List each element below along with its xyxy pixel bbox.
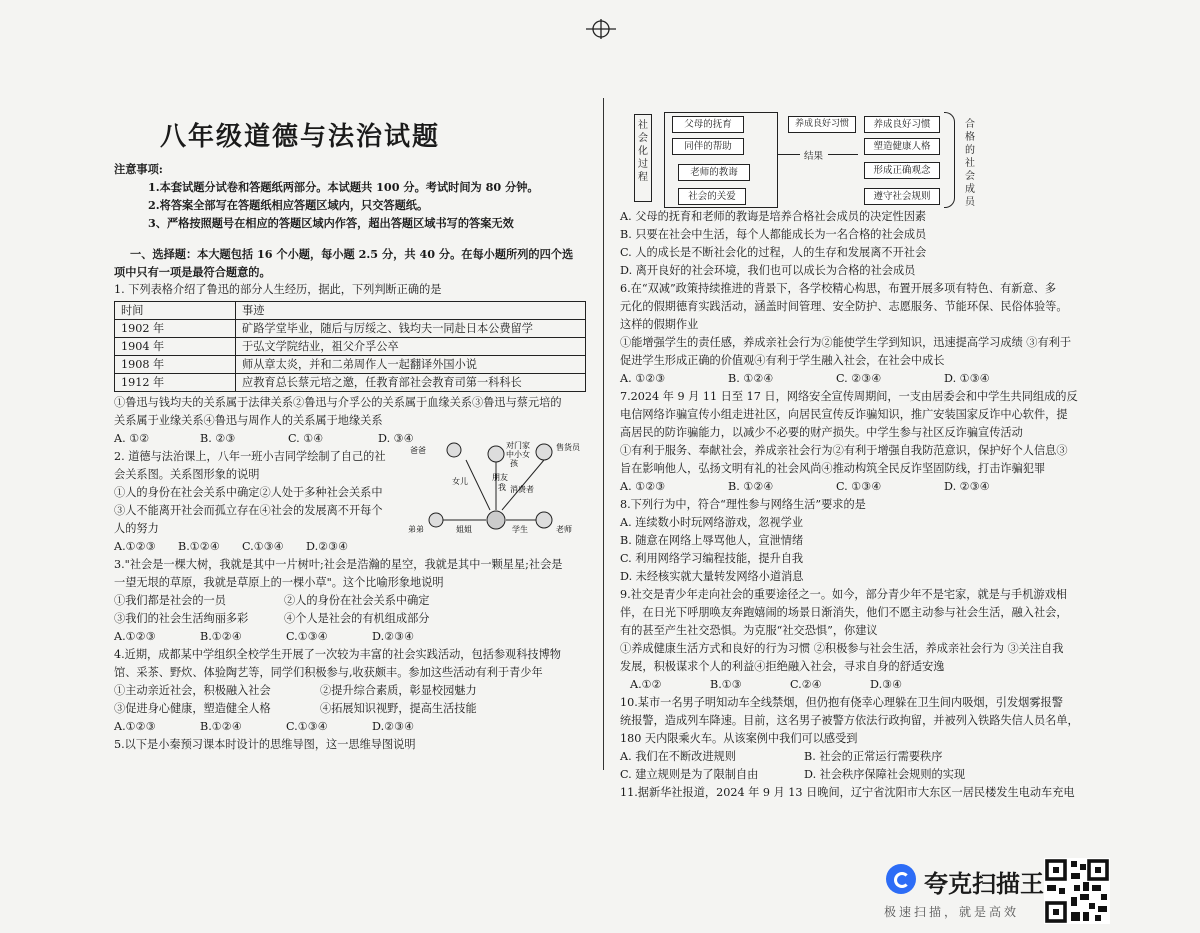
option: B. ①②④: [728, 480, 774, 493]
watermark-slogan: 极速扫描，就是高效: [884, 905, 1020, 919]
option: D.②③④: [306, 540, 349, 553]
left-column: [114, 160, 592, 754]
diagram-label: 姐姐: [456, 525, 472, 534]
table-cell: 1904 年: [115, 338, 236, 356]
question-line: 伴，在日光下呼朋唤友奔跑嬉闹的场景日渐消失，他们不愿主动参与社会生活，融入社会，: [620, 606, 1068, 619]
question-line: 6.在“双减”政策持续推进的背景下，各学校精心构思，布置开展多项有特色、有新意、多: [620, 282, 1057, 295]
flow-output-box: 形成正确观念: [864, 162, 940, 179]
teacher-face-icon: [536, 512, 552, 528]
question-line: 9.社交是青少年走向社会的重要途径之一。如今，部分青少年不是宅家，就是与手机游戏相: [620, 588, 1067, 601]
question-line: 4.近期，成都某中学组织全校学生开展了一次较为丰富的社会实践活动，包括参观科技博物: [114, 648, 561, 661]
question-line: 馆、采茶、野炊、体验陶艺等，同学们积极参与,收获颇丰。参加这些活动有利于青少年: [114, 666, 543, 679]
diagram-label: 售货员: [556, 443, 580, 452]
question-line: 7.2024 年 9 月 11 日至 17 日，网络安全宣传周期间，一支由居委会和中学生共同组成的反: [620, 390, 1078, 403]
choice: B. 随意在网络上辱骂他人，宣泄情绪: [620, 534, 804, 547]
option: A.①②③: [114, 630, 156, 643]
option: B.①②④: [200, 630, 242, 643]
option: B.①②④: [200, 720, 242, 733]
flow-right-label: 合格的社会成员: [965, 119, 975, 208]
flow-input-group: [664, 112, 778, 208]
option: D.②③④: [372, 630, 415, 643]
brother-face-icon: [429, 513, 443, 527]
option: C. ②③④: [836, 372, 882, 385]
diagram-label: 女儿: [452, 477, 468, 486]
question-line: 会关系图。关系图形象的说明: [114, 468, 260, 481]
question-line: 这样的假期作业: [620, 318, 699, 331]
choice: B. 社会的正常运行需要秩序: [804, 750, 943, 763]
answer-options: [114, 718, 592, 736]
choice: A. 连续数小时玩网络游戏，忽视学业: [620, 516, 804, 529]
notice-item: 1.本套试题分试卷和答题纸两部分。本试题共 100 分。考试时间为 80 分钟。: [148, 180, 539, 194]
option: D. ③④: [378, 432, 414, 445]
option-line: C. 人的成长是不断社会化的过程，人的生存和发展离不开社会: [620, 246, 927, 259]
question-line: 10.某市一名男子明知动车全线禁烟，但仍抱有侥幸心理躲在卫生间内吸烟，引发烟雾报警: [620, 696, 1063, 709]
question-line: 11.据新华社报道，2024 年 9 月 13 日晚间，辽宁省沈阳市大东区一居民楼发生电动车充电: [620, 786, 1075, 799]
section-heading: 项中只有一项是最符合题意的。: [114, 265, 271, 279]
flow-arrow: [828, 154, 858, 155]
table-cell: 应教育总长蔡元培之邀，任教育部社会教育司第一科科长: [236, 374, 586, 392]
option: C.①③④: [286, 720, 328, 733]
answer-options: [114, 628, 592, 646]
question-line: 2. 道德与法治课上，八年一班小吉同学绘制了自己的社: [114, 450, 386, 463]
flow-bracket: [944, 112, 955, 208]
watermark-name: 夸克扫描王: [924, 870, 1044, 898]
diagram-label: 朋友: [492, 473, 508, 482]
question-line: ①人的身份在社会关系中确定②人处于多种社会关系中: [114, 486, 383, 499]
choice: C. 利用网络学习编程技能，提升自我: [620, 552, 804, 565]
diagram-label: 弟弟: [408, 525, 424, 534]
choice: ③促进身心健康，塑造健全人格: [114, 702, 271, 715]
notice-item: 3、严格按照题号在相应的答题区域内作答，超出答题区域书写的答案无效: [148, 216, 514, 230]
diagram-label: 中小女: [506, 450, 530, 459]
flow-output-box: 养成良好习惯: [864, 116, 940, 133]
question-line: 有的甚至产生社交恐惧。为克服“社交恐惧”，你建议: [620, 624, 878, 637]
answer-options: [620, 676, 1090, 694]
socialization-mind-map: [628, 108, 1088, 210]
option: A. ①②: [114, 432, 150, 445]
history-table: [114, 301, 586, 392]
question-line: 180 天内限乘火车。从该案例中我们可以感受到: [620, 732, 858, 745]
option: A.①②③: [114, 540, 156, 553]
table-cell: 1908 年: [115, 356, 236, 374]
option: B. ①②④: [728, 372, 774, 385]
option-line: A. 父母的抚育和老师的教诲是培养合格社会成员的决定性因素: [620, 210, 927, 223]
table-row: [115, 374, 586, 392]
choice: D. 未经核实就大量转发网络小道消息: [620, 570, 804, 583]
choice-row: [620, 766, 1090, 784]
table-cell: 1912 年: [115, 374, 236, 392]
choice-row: [620, 748, 1090, 766]
question-line: 人的努力: [114, 522, 159, 535]
flow-input-box: 社会的关爱: [678, 188, 746, 205]
choice: A. 我们在不断改进规则: [620, 750, 736, 763]
quark-scanner-logo-icon: [886, 864, 916, 894]
flow-output-box: 塑造健康人格: [864, 138, 940, 155]
choice: ④个人是社会的有机组成部分: [284, 612, 430, 625]
question-stem: 8.下列行为中，符合“理性参与网络生活”要求的是: [620, 498, 866, 511]
flow-left-label: 社会化过程: [634, 114, 652, 202]
question-line: 元化的假期德育实践活动，涵盖时间管理、安全防护、志愿服务、节能环保、民俗体验等。: [620, 300, 1068, 313]
section-heading: 一、选择题：本大题包括 16 个小题，每小题 2.5 分，共 40 分。在每小题所列的四个选: [130, 247, 574, 261]
choice: ④拓展知识视野，提高生活技能: [320, 702, 477, 715]
notice-heading: 注意事项:: [114, 162, 163, 176]
crosshair-registration-mark-icon: [586, 14, 616, 44]
dad-face-icon: [447, 443, 461, 457]
question-line: 发展，积极谋求个人的利益④拒绝融入社会，寻求自身的舒适安逸: [620, 660, 945, 673]
option: A.①②: [630, 678, 662, 691]
diagram-label: 孩: [510, 459, 518, 468]
option: C.②④: [790, 678, 822, 691]
option: A. ①②③: [620, 480, 666, 493]
option: B.①②④: [178, 540, 220, 553]
question-line: 高居民的防诈骗能力，以减少不必要的财产损失。中学生参与社区反诈骗宣传活动: [620, 426, 1023, 439]
option-line: D. 离开良好的社会环境，我们也可以成长为合格的社会成员: [620, 264, 916, 277]
qr-code-icon: [1044, 858, 1110, 924]
choice: ②人的身份在社会关系中确定: [284, 594, 430, 607]
option: C.①③④: [286, 630, 328, 643]
social-relationship-diagram: [406, 440, 586, 540]
table-cell: 于弘文学院结业，祖父介孚公卒: [236, 338, 586, 356]
table-header-cell: 事迹: [236, 302, 586, 320]
flow-arrow: [778, 154, 800, 155]
diagram-label: 消费者: [510, 485, 534, 494]
choice-row: [114, 682, 592, 700]
question-line: ①养成健康生活方式和良好的行为习惯 ②积极参与社会生活，养成亲社会行为 ③关注自我: [620, 642, 1064, 655]
question-line: 促进学生形成正确的价值观④有利于学生融入社会，在社会中成长: [620, 354, 945, 367]
seller-face-icon: [536, 444, 552, 460]
flow-input-box: 父母的抚育: [672, 116, 744, 133]
table-cell: 师从章太炎，并和二弟周作人一起翻译外国小说: [236, 356, 586, 374]
option: C. ①③④: [836, 480, 882, 493]
girl-face-icon: [488, 446, 504, 462]
option: D.③④: [870, 678, 903, 691]
notice-item: 2.将答案全部写在答题纸相应答题区域内，只交答题纸。: [148, 198, 429, 212]
option: B.①③: [710, 678, 742, 691]
answer-options: [620, 370, 1090, 388]
table-header-row: [115, 302, 586, 320]
diagram-label: 爸爸: [410, 446, 426, 455]
table-cell: 矿路学堂毕业，随后与厉绥之、钱均夫一同赴日本公费留学: [236, 320, 586, 338]
option: D. ①③④: [944, 372, 990, 385]
question-line: ①有利于服务、奉献社会，养成亲社会行为②有利于增强自我防范意识，保护好个人信息③: [620, 444, 1068, 457]
column-divider: [603, 98, 604, 770]
choice: ③我们的社会生活绚丽多彩: [114, 612, 249, 625]
diagram-label: 学生: [512, 525, 528, 534]
choice: ②提升综合素质，彰显校园魅力: [320, 684, 477, 697]
option: A. ①②③: [620, 372, 666, 385]
me-face-icon: [487, 511, 505, 529]
question-line: 关系属于业缘关系④鲁迅与周作人的关系属于地缘关系: [114, 414, 383, 427]
question-line: 旨在影响他人，弘扬文明有礼的社会风尚④推动构筑全民反诈坚固防线，打击诈骗犯罪: [620, 462, 1046, 475]
option: A.①②③: [114, 720, 156, 733]
flow-middle-label: 结果: [804, 151, 824, 162]
diagram-label: 对门家: [506, 441, 530, 450]
right-column: [620, 208, 1090, 802]
question-line: 电信网络诈骗宣传小组走进社区，向居民宣传反诈骗知识，推广安装国家反诈中心软件，提: [620, 408, 1068, 421]
page-title: 八年级道德与法治试题: [159, 122, 440, 152]
table-row: [115, 356, 586, 374]
question-line: 统报警，造成列车降速。目前，这名男子被警方依法行政拘留，并被列入铁路失信人员名单，: [620, 714, 1079, 727]
table-row: [115, 338, 586, 356]
question-line: 3."社会是一棵大树，我就是其中一片树叶;社会是浩瀚的星空，我就是其中一颗星星;社会是: [114, 558, 563, 571]
flow-input-box: 同伴的帮助: [672, 138, 744, 155]
diagram-label: 老师: [556, 525, 572, 534]
answer-options: [620, 478, 1090, 496]
option: B. ②③: [200, 432, 236, 445]
choice-row: [114, 592, 592, 610]
table-cell: 1902 年: [115, 320, 236, 338]
option-line: B. 只要在社会中生活，每个人都能成长为一名合格的社会成员: [620, 228, 927, 241]
flow-output-box: 遵守社会规则: [864, 188, 940, 205]
table-header-cell: 时间: [115, 302, 236, 320]
diagram-label: 我: [498, 483, 506, 492]
option: C. ①④: [288, 432, 324, 445]
choice-row: [114, 700, 592, 718]
answer-options: [114, 538, 592, 556]
option: D.②③④: [372, 720, 415, 733]
question-line: ①能增强学生的责任感，养成亲社会行为②能使学生学到知识，迅速提高学习成绩 ③有利于: [620, 336, 1072, 349]
flow-input-box: 老师的教诲: [678, 164, 750, 181]
option: C.①③④: [242, 540, 284, 553]
question-line: ③人不能离开社会而孤立存在④社会的发展离不开每个: [114, 504, 383, 517]
option: D. ②③④: [944, 480, 990, 493]
choice: C. 建立规则是为了限制自由: [620, 768, 759, 781]
table-row: [115, 320, 586, 338]
question-line: 一望无垠的草原，我就是草原上的一棵小草"。这个比喻形象地说明: [114, 576, 444, 589]
choice: D. 社会秩序保障社会规则的实现: [804, 768, 966, 781]
choice-row: [114, 610, 592, 628]
question-line: ①鲁迅与钱均夫的关系属于法律关系②鲁迅与介孚公的关系属于血缘关系③鲁迅与蔡元培的: [114, 396, 562, 409]
choice: ①我们都是社会的一员: [114, 594, 226, 607]
question-stem: 1. 下列表格介绍了鲁迅的部分人生经历，据此，下列判断正确的是: [114, 283, 442, 296]
question-line: 5.以下是小秦预习课本时设计的思维导图，这一思维导图说明: [114, 738, 416, 751]
flow-output-box: 养成良好习惯: [788, 116, 856, 133]
choice: ①主动亲近社会，积极融入社会: [114, 684, 271, 697]
